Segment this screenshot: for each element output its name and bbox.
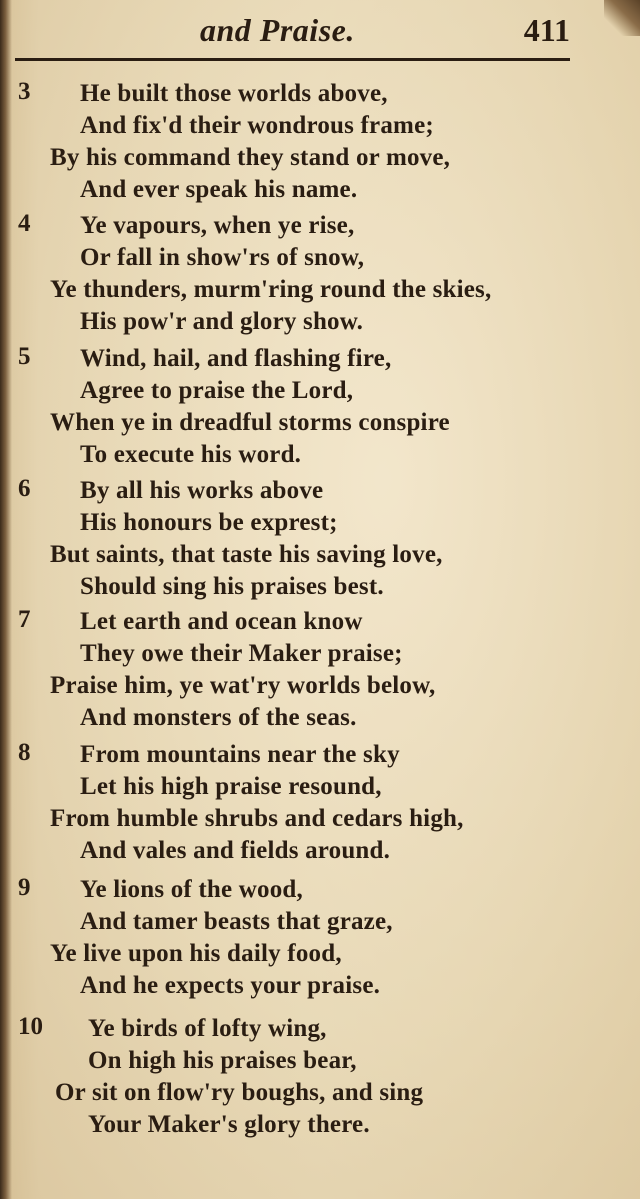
verse-line: On high his praises bear, [88,1047,357,1074]
verse-line: But saints, that taste his saving love, [50,541,443,568]
verse-line: Wind, hail, and flashing fire, [80,345,392,372]
stanza-number: 5 [18,343,31,370]
verse-line: His pow'r and glory show. [80,308,364,335]
verse-line: Your Maker's glory there. [88,1111,370,1138]
page-number: 411 [523,12,570,48]
verse-line: By all his works above [80,477,324,504]
verse-line: Let earth and ocean know [80,608,363,635]
verse-line: Ye vapours, when ye rise, [80,212,355,239]
stanza-number: 10 [18,1013,43,1040]
verse-line: From humble shrubs and cedars high, [50,805,464,832]
stanza-number: 7 [18,606,31,633]
stanza-number: 8 [18,739,31,766]
verse-line: And monsters of the seas. [80,704,357,731]
verse-line: To execute his word. [80,441,302,468]
verse-line: Praise him, ye wat'ry worlds below, [50,672,436,699]
verse-line: Should sing his praises best. [80,573,384,600]
verse-line: Ye lions of the wood, [80,876,303,903]
page-binding-shadow [0,0,12,1199]
running-head: and Praise. [200,12,355,48]
verse-line: When ye in dreadful storms conspire [50,409,450,436]
verse-line: Ye thunders, murm'ring round the skies, [50,276,492,303]
verse-line: Or fall in show'rs of snow, [80,244,365,271]
verse-line: And ever speak his name. [80,176,358,203]
verse-line: And fix'd their wondrous frame; [80,112,434,139]
verse-line: His honours be exprest; [80,509,338,536]
verse-line: Ye birds of lofty wing, [88,1015,327,1042]
stanza-number: 3 [18,78,31,105]
worn-page-corner [604,0,640,36]
verse-line: They owe their Maker praise; [80,640,403,667]
verse-line: From mountains near the sky [80,741,400,768]
verse-line: Let his high praise resound, [80,773,382,800]
verse-line: Agree to praise the Lord, [80,377,354,404]
verse-line: Or sit on flow'ry boughs, and sing [55,1079,424,1106]
verse-line: He built those worlds above, [80,80,388,107]
header-rule [15,58,570,61]
stanza-number: 9 [18,874,31,901]
verse-line: Ye live upon his daily food, [50,940,342,967]
verse-line: And vales and fields around. [80,837,391,864]
stanza-number: 6 [18,475,31,502]
verse-line: By his command they stand or move, [50,144,451,171]
stanza-number: 4 [18,210,31,237]
verse-line: And tamer beasts that graze, [80,908,393,935]
verse-line: And he expects your praise. [80,972,381,999]
